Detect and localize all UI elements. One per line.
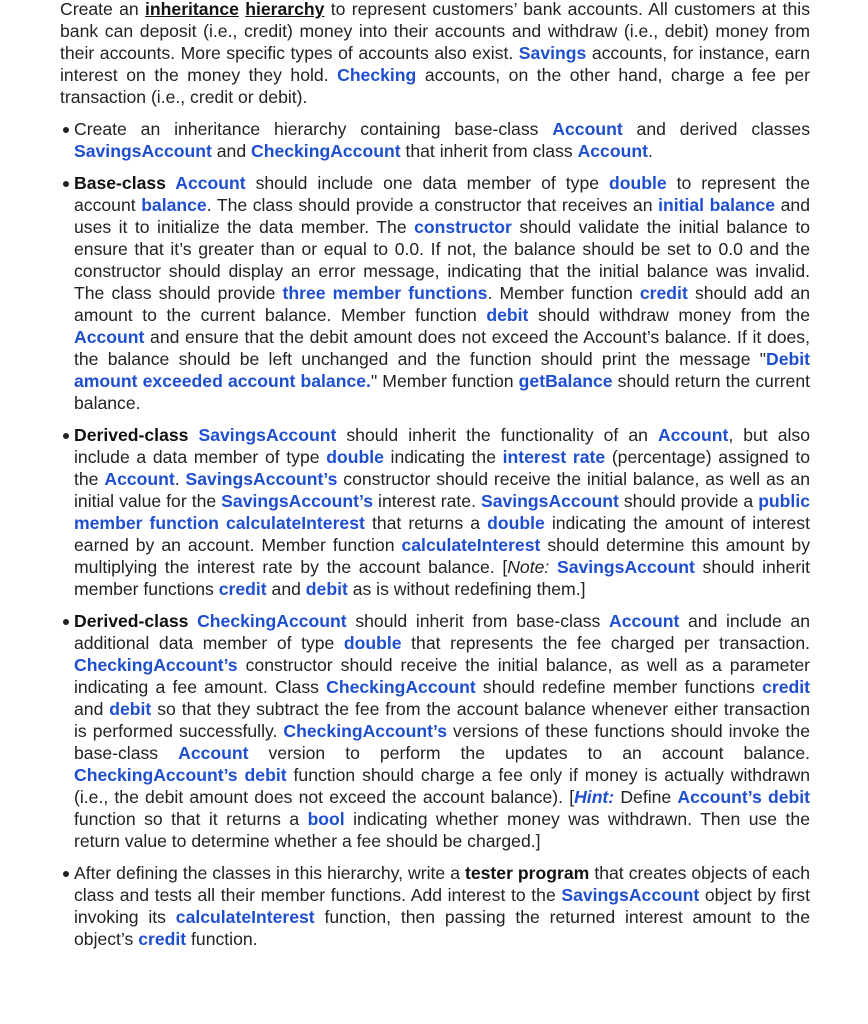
highlight-term: SavingsAccount: [74, 141, 212, 161]
text-run: , but also include a data member of type: [74, 425, 810, 467]
highlight-term: constructor: [414, 217, 512, 237]
text-run: should inherit member functions: [74, 557, 810, 599]
highlight-term: double: [326, 447, 384, 467]
text-run: object by first invoking its: [74, 885, 810, 927]
text-run: [549, 557, 557, 577]
highlight-term: SavingsAccount: [480, 491, 619, 511]
bullet-savings-account: [0, 424, 810, 600]
bold-term: Derived-class: [74, 611, 198, 631]
bold-term: tester program: [465, 863, 590, 883]
highlight-term: CheckingAccount: [251, 141, 401, 161]
text-run: that returns a: [364, 513, 488, 533]
bullet-base-class-account: [0, 172, 810, 414]
text-run: to represent the account: [74, 173, 810, 215]
text-run: so that they subtract the fee from the account balance whenever either transaction is performed successfully.: [74, 699, 810, 741]
highlight-term: SavingsAccount: [556, 557, 695, 577]
text-run: should add an amount to the current balance. Member function: [74, 283, 810, 325]
bullet-tester-program: [0, 862, 810, 950]
highlight-term: CheckingAccount’s: [283, 721, 447, 741]
italic-note: Note:: [507, 557, 550, 577]
highlight-term: initial balance: [658, 195, 776, 215]
highlight-term: interest rate: [502, 447, 606, 467]
text-run: and uses it to initialize the data member. The: [74, 195, 811, 237]
text-run: Define: [614, 787, 678, 807]
highlight-term: debit: [109, 699, 152, 719]
highlight-term: Account: [552, 119, 623, 139]
text-run: After defining the classes in this hierarchy, write a: [74, 863, 465, 883]
text-run: (percentage) assigned to the: [74, 447, 810, 489]
bold-term: Derived-class: [74, 425, 199, 445]
highlight-term: three member functions: [282, 283, 488, 303]
text-run: should return the current balance.: [74, 371, 811, 413]
highlight-term: balance: [141, 195, 207, 215]
highlight-term: credit: [639, 283, 688, 303]
highlight-term: debit: [305, 579, 348, 599]
text-run: and ensure that the debit amount does not exceed the Account’s balance. If it does, the balance should be left unchanged and the function should print the message ": [74, 327, 810, 369]
highlight-term: Savings: [518, 43, 587, 63]
highlight-term: SavingsAccount: [561, 885, 700, 905]
highlight-term: bool: [307, 809, 345, 829]
highlight-term: Account: [104, 469, 175, 489]
text-run: that inherit from class: [400, 141, 578, 161]
highlight-term: Account: [74, 327, 145, 347]
text-run: should provide a: [618, 491, 759, 511]
text-run: Create an: [60, 0, 146, 19]
text-run: interest rate.: [373, 491, 481, 511]
highlight-term: Account’s debit: [677, 787, 810, 807]
text-run: and include an additional data member of type: [74, 611, 810, 653]
text-run: should redefine member functions: [475, 677, 763, 697]
text-run: and derived classes: [622, 119, 810, 139]
highlight-term: Account: [178, 743, 249, 763]
intro-paragraph: [60, 0, 810, 108]
text-run: function, then passing the returned interest amount to the object’s: [74, 907, 810, 949]
highlight-term: CheckingAccount’s: [74, 655, 238, 675]
highlight-term: Debit amount exceeded account balance.: [74, 349, 810, 391]
highlight-hint: Hint:: [574, 787, 615, 807]
text-run: constructor should receive the initial balance, as well as an initial value for the: [74, 469, 810, 511]
text-run: accounts, on the other hand, charge a fee per transaction (i.e., credit or debit).: [60, 65, 810, 107]
highlight-term: SavingsAccount: [198, 425, 337, 445]
text-run: as is without redefining them.]: [347, 579, 586, 599]
bold-term: Base-class: [74, 173, 176, 193]
text-run: function should charge a fee only if money is actually withdrawn (i.e., the debit amount does not exceed the account balance). [: [74, 765, 811, 807]
highlight-term: calculateInterest: [175, 907, 315, 927]
highlight-term: double: [608, 173, 667, 193]
text-run: that represents the fee charged per transaction.: [401, 633, 810, 653]
text-run: and: [211, 141, 251, 161]
highlight-term: SavingsAccount’s: [221, 491, 374, 511]
highlight-term: CheckingAccount: [197, 611, 347, 631]
text-run: " Member function: [370, 371, 519, 391]
text-run: function so that it returns a: [74, 809, 308, 829]
highlight-term: double: [343, 633, 402, 653]
text-run: function.: [186, 929, 258, 949]
underlined-term: inheritance: [145, 0, 239, 19]
bullet-create-hierarchy: [0, 118, 810, 162]
text-run: should include one data member of type: [245, 173, 609, 193]
text-run: should validate the initial balance to ensure that it’s greater than or equal to 0.0. If not, the balance should be set to 0.0 and the constructor should display an error message, indicating that the initial balance was invalid. The class should provide: [74, 217, 810, 303]
highlight-term: credit: [138, 929, 187, 949]
text-run: .: [174, 469, 186, 489]
text-run: should determine this amount by multiplying the interest rate by the account balance. [: [74, 535, 810, 577]
text-run: . Member function: [487, 283, 640, 303]
highlight-term: Checking: [337, 65, 417, 85]
text-run: accounts, for instance, earn interest on the money they hold.: [60, 43, 810, 85]
text-run: constructor should receive the initial balance, as well as a parameter indicating a fee amount. Class: [74, 655, 810, 697]
highlight-term: public member function calculateInterest: [74, 491, 810, 533]
text-run: should withdraw money from the: [528, 305, 810, 325]
highlight-term: calculateInterest: [401, 535, 541, 555]
bullet-checking-account: [0, 610, 810, 852]
text-run: should inherit the functionality of an: [336, 425, 658, 445]
requirements-list: [0, 118, 868, 960]
highlight-term: Account: [577, 141, 648, 161]
highlight-term: debit: [486, 305, 529, 325]
highlight-term: getBalance: [518, 371, 613, 391]
text-run: indicating the amount of interest earned by an account. Member function: [74, 513, 810, 555]
highlight-term: credit: [218, 579, 267, 599]
highlight-term: CheckingAccount: [326, 677, 476, 697]
text-run: version to perform the updates to an account balance.: [248, 743, 810, 763]
text-run: to represent customers’ bank accounts. All customers at this bank can deposit (i.e., credit) money into their accounts and withdraw (i.e., debit) money from their accounts. More specific types of accounts also exist.: [60, 0, 811, 63]
highlight-term: SavingsAccount’s: [185, 469, 338, 489]
text-run: Create an inheritance hierarchy containing base-class: [74, 119, 553, 139]
text-run: that creates objects of each class and tests all their member functions. Add interest to the: [74, 863, 810, 905]
highlight-term: Account: [175, 173, 246, 193]
highlight-term: Account: [657, 425, 729, 445]
text-run: and: [266, 579, 306, 599]
underlined-term: hierarchy: [245, 0, 325, 19]
text-run: and: [74, 699, 110, 719]
text-run: indicating the: [383, 447, 503, 467]
highlight-term: credit: [762, 677, 810, 697]
text-run: versions of these functions should invoke the base-class: [74, 721, 810, 763]
text-run: . The class should provide a constructor that receives an: [206, 195, 659, 215]
text-run: .: [647, 141, 653, 161]
highlight-term: CheckingAccount’s debit: [74, 765, 287, 785]
highlight-term: Account: [608, 611, 680, 631]
highlight-term: double: [487, 513, 545, 533]
text-run: indicating whether money was withdrawn. Then use the return value to determine whether a fee should be charged.]: [74, 809, 810, 851]
text-run: should inherit from base-class: [346, 611, 609, 631]
